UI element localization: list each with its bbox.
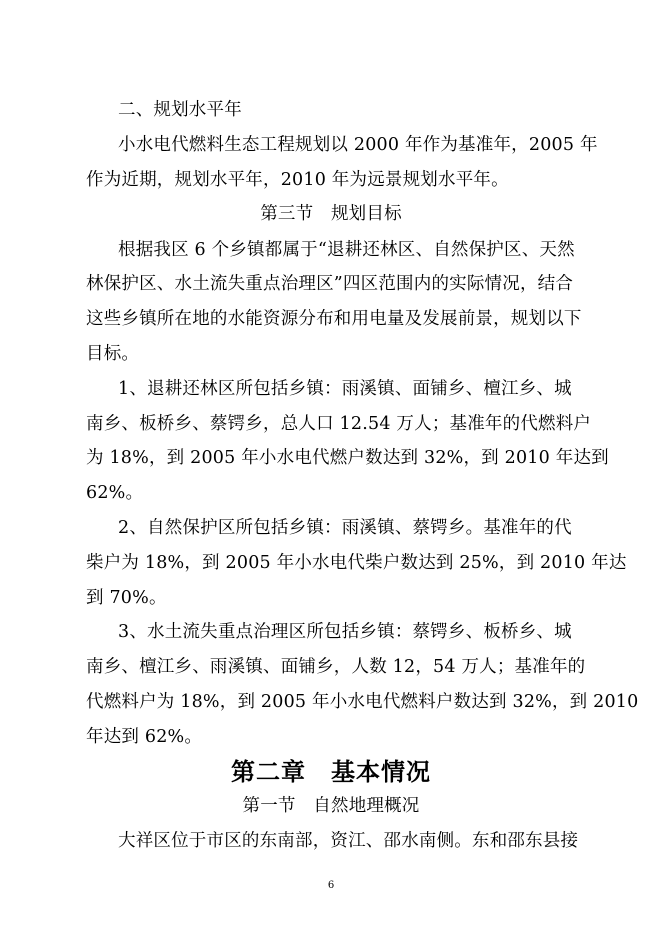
paragraph-line: 这些乡镇所在地的水能资源分布和用电量及发展前景，规划以下: [86, 309, 582, 329]
page-number: 6: [327, 880, 335, 891]
list-item-line: 3、水土流失重点治理区所包括乡镇：蔡锷乡、板桥乡、城: [118, 622, 572, 642]
list-item-line: 2、自然保护区所包括乡镇：雨溪镇、蔡锷乡。基准年的代: [118, 518, 572, 538]
paragraph-line: 作为近期，规划水平年，2010 年为远景规划水平年。: [86, 170, 509, 190]
list-item-line: 代燃料户为 18%，到 2005 年小水电代燃料户数达到 32%，到 2010: [86, 692, 639, 712]
chapter-two-title: 第二章 基本情况: [231, 757, 431, 786]
list-item-line: 南乡、檀江乡、雨溪镇、面铺乡，人数 12，54 万人；基准年的: [86, 657, 586, 677]
list-item-line: 柴户为 18%，到 2005 年小水电代柴户数达到 25%，到 2010 年达: [86, 553, 627, 573]
list-item-line: 南乡、板桥乡、蔡锷乡，总人口 12.54 万人；基准年的代燃料户: [86, 414, 592, 434]
heading-level-year: 二、规划水平年: [118, 100, 242, 120]
list-item-line: 1、退耕还林区所包括乡镇：雨溪镇、面铺乡、檀江乡、城: [118, 379, 572, 399]
list-item-line: 62%。: [86, 483, 144, 503]
paragraph-line: 根据我区 6 个乡镇都属于“退耕还林区、自然保护区、天然: [118, 240, 575, 260]
paragraph-line: 林保护区、水土流失重点治理区”四区范围内的实际情况，结合: [86, 274, 574, 294]
section-one-title: 第一节 自然地理概况: [242, 796, 420, 816]
section-three-title: 第三节 规划目标: [260, 204, 402, 224]
paragraph-line: 目标。: [86, 344, 140, 364]
list-item-line: 到 70%。: [86, 588, 167, 608]
paragraph-line: 大祥区位于市区的东南部，资江、邵水南侧。东和邵东县接: [118, 831, 579, 851]
list-item-line: 为 18%，到 2005 年小水电代燃户数达到 32%，到 2010 年达到: [86, 448, 609, 468]
paragraph-line: 小水电代燃料生态工程规划以 2000 年作为基准年，2005 年: [118, 135, 598, 155]
list-item-line: 年达到 62%。: [86, 727, 203, 747]
